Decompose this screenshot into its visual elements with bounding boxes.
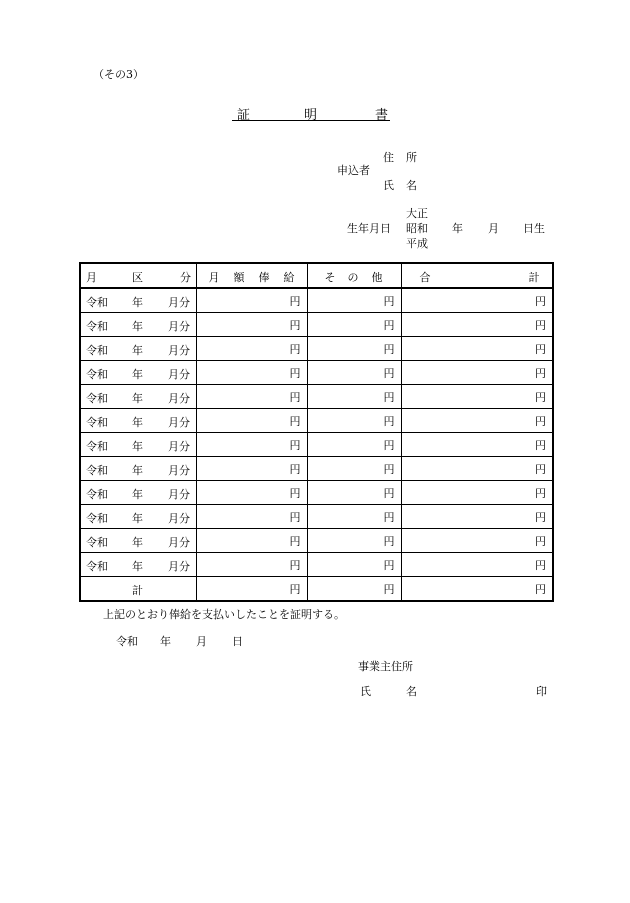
period-month: 月分 [168,512,190,525]
other-cell[interactable] [307,337,401,361]
other-cell[interactable] [307,457,401,481]
period-cell [80,553,196,577]
yen-unit: 円 [289,582,301,596]
period-month: 月分 [168,464,190,477]
sum-row [80,577,553,602]
date-era: 令和 [116,635,138,648]
date-day-label: 日 [232,635,243,648]
era-showa: 昭和 [406,222,428,235]
name-label-char: 氏 [383,179,394,192]
employer-name-label-char: 氏 [360,685,371,698]
period-cell [80,529,196,553]
period-era: 令和 [86,344,108,357]
table-row [80,433,553,457]
period-month: 月分 [168,368,190,381]
period-cell [80,313,196,337]
period-era: 令和 [86,464,108,477]
birthdate-label: 生年月日 [347,222,391,235]
yen-unit: 円 [289,414,301,428]
birth-year-label: 年 [452,222,463,235]
period-year: 年 [132,392,143,405]
yen-unit: 円 [289,462,301,476]
total-cell[interactable] [401,553,553,577]
table-row [80,481,553,505]
salary-cell[interactable] [196,288,307,313]
period-era: 令和 [86,440,108,453]
table-row [80,409,553,433]
period-cell [80,288,196,313]
date-month-label: 月 [196,635,207,648]
yen-unit: 円 [535,558,546,572]
period-cell [80,481,196,505]
salary-cell[interactable] [196,505,307,529]
yen-unit: 円 [289,342,301,356]
period-year: 年 [132,488,143,501]
yen-unit: 円 [383,534,395,548]
sum-salary-cell[interactable] [196,577,307,602]
total-cell[interactable] [401,337,553,361]
yen-unit: 円 [289,510,301,524]
yen-unit: 円 [289,390,301,404]
salary-cell[interactable] [196,481,307,505]
salary-cell[interactable] [196,457,307,481]
document-title [232,104,390,121]
yen-unit: 円 [535,510,546,524]
salary-cell[interactable] [196,313,307,337]
total-cell[interactable] [401,288,553,313]
yen-unit: 円 [535,582,546,596]
other-cell[interactable] [307,385,401,409]
table-row [80,385,553,409]
table-header-row [80,263,553,288]
other-cell[interactable] [307,505,401,529]
yen-unit: 円 [383,318,395,332]
period-cell [80,433,196,457]
period-month: 月分 [168,344,190,357]
table-row [80,313,553,337]
sum-label-cell [80,577,196,602]
table-row [80,505,553,529]
other-cell[interactable] [307,433,401,457]
period-month: 月分 [168,440,190,453]
header-salary: 月 額 俸 給 [196,263,307,288]
table-row [80,337,553,361]
salary-cell[interactable] [196,529,307,553]
period-cell [80,457,196,481]
era-taisho: 大正 [406,207,428,220]
yen-unit: 円 [383,390,395,404]
total-cell[interactable] [401,505,553,529]
table-row [80,457,553,481]
yen-unit: 円 [289,558,301,572]
period-era: 令和 [86,392,108,405]
period-cell [80,505,196,529]
yen-unit: 円 [289,366,301,380]
title-char: 書 [375,108,389,123]
yen-unit: 円 [383,366,395,380]
salary-cell[interactable] [196,553,307,577]
table-row [80,361,553,385]
yen-unit: 円 [383,414,395,428]
yen-unit: 円 [289,438,301,452]
period-cell [80,337,196,361]
period-month: 月分 [168,416,190,429]
address-label-char: 住 [383,151,394,164]
yen-unit: 円 [289,486,301,500]
yen-unit: 円 [289,534,301,548]
yen-unit: 円 [383,438,395,452]
yen-unit: 円 [535,390,546,404]
period-year: 年 [132,320,143,333]
period-era: 令和 [86,368,108,381]
period-year: 年 [132,536,143,549]
other-cell[interactable] [307,529,401,553]
header-other: そ の 他 [307,263,401,288]
yen-unit: 円 [535,294,546,308]
period-cell [80,385,196,409]
total-cell[interactable] [401,433,553,457]
period-era: 令和 [86,416,108,429]
yen-unit: 円 [535,342,546,356]
yen-unit: 円 [383,342,395,356]
sum-total-cell[interactable] [401,577,553,602]
period-era: 令和 [86,320,108,333]
period-era: 令和 [86,512,108,525]
birth-month-label: 月 [488,222,499,235]
yen-unit: 円 [383,486,395,500]
period-era: 令和 [86,560,108,573]
salary-cell[interactable] [196,409,307,433]
yen-unit: 円 [383,558,395,572]
salary-cell[interactable] [196,361,307,385]
yen-unit: 円 [383,582,395,596]
birth-day-label: 日生 [523,222,545,235]
yen-unit: 円 [535,534,546,548]
other-cell[interactable] [307,553,401,577]
period-cell [80,409,196,433]
total-cell[interactable] [401,385,553,409]
table-row [80,553,553,577]
period-year: 年 [132,560,143,573]
period-year: 年 [132,464,143,477]
era-heisei: 平成 [406,237,428,250]
yen-unit: 円 [535,318,546,332]
period-month: 月分 [168,320,190,333]
salary-cell[interactable] [196,337,307,361]
period-era: 令和 [86,536,108,549]
other-cell[interactable] [307,313,401,337]
header-total: 合 計 [401,263,553,288]
form-number: （その3） [93,68,144,81]
period-month: 月分 [168,488,190,501]
certification-statement: 上記のとおり俸給を支払いしたことを証明する。 [103,608,345,621]
yen-unit: 円 [289,294,301,308]
yen-unit: 円 [535,414,546,428]
salary-cell[interactable] [196,433,307,457]
yen-unit: 円 [535,462,546,476]
other-cell[interactable] [307,481,401,505]
yen-unit: 円 [535,366,546,380]
period-year: 年 [132,296,143,309]
table-row [80,529,553,553]
yen-unit: 円 [535,486,546,500]
salary-table [79,262,554,602]
yen-unit: 円 [383,462,395,476]
period-year: 年 [132,344,143,357]
period-era: 令和 [86,296,108,309]
applicant-label: 申込者 [337,164,370,177]
title-char: 証 [237,108,251,123]
yen-unit: 円 [383,510,395,524]
other-cell[interactable] [307,361,401,385]
other-cell[interactable] [307,409,401,433]
period-year: 年 [132,368,143,381]
header-period: 月 区 分 [80,263,196,288]
other-cell[interactable] [307,288,401,313]
total-cell[interactable] [401,457,553,481]
period-year: 年 [132,512,143,525]
period-month: 月分 [168,392,190,405]
period-era: 令和 [86,488,108,501]
seal-label: 印 [536,685,547,698]
period-year: 年 [132,440,143,453]
yen-unit: 円 [535,438,546,452]
period-month: 月分 [168,296,190,309]
employer-address-label: 事業主住所 [358,660,413,673]
total-cell[interactable] [401,313,553,337]
name-label-char: 名 [406,179,417,192]
total-cell[interactable] [401,529,553,553]
title-char: 明 [304,108,318,123]
period-month: 月分 [168,536,190,549]
total-cell[interactable] [401,481,553,505]
sum-other-cell[interactable] [307,577,401,602]
total-cell[interactable] [401,409,553,433]
period-cell [80,361,196,385]
address-label-char: 所 [406,151,417,164]
table-row [80,288,553,313]
sum-label: 計 [132,584,143,597]
period-month: 月分 [168,560,190,573]
date-year-label: 年 [160,635,171,648]
yen-unit: 円 [289,318,301,332]
period-year: 年 [132,416,143,429]
total-cell[interactable] [401,361,553,385]
employer-name-label-char: 名 [406,685,417,698]
salary-cell[interactable] [196,385,307,409]
yen-unit: 円 [383,294,395,308]
